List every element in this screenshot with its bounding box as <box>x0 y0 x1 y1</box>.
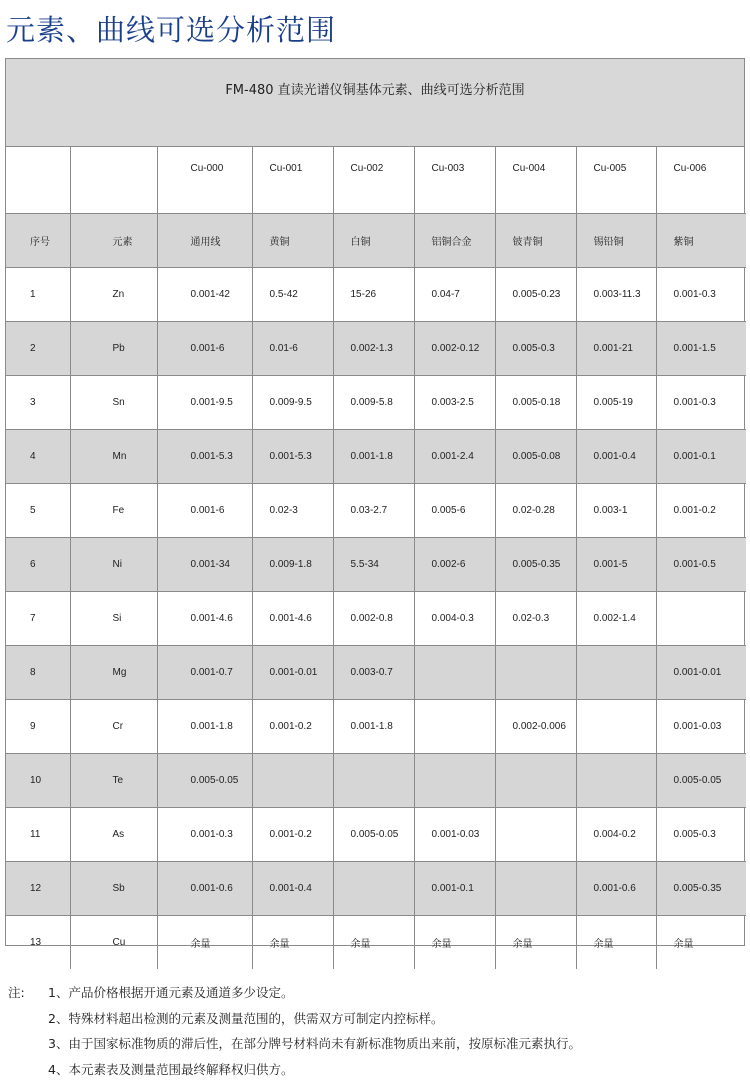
range-table-body <box>6 147 746 969</box>
range-cell: 0.001-34 <box>157 538 252 592</box>
range-cell: 0.001-0.4 <box>576 430 656 484</box>
range-cell: 0.009-1.8 <box>252 538 333 592</box>
range-cell <box>576 700 656 754</box>
element-cell: Mg <box>70 646 157 700</box>
note-item: 3、由于国家标准物质的滞后性，在部分牌号材料尚未有新标准物质出来前，按原标准元素执行。 <box>48 1031 581 1057</box>
table-banner: FM-480 直读光谱仪铜基体元素、曲线可选分析范围 <box>6 59 744 147</box>
element-cell: Cu <box>70 916 157 970</box>
range-cell: 0.001-0.01 <box>252 646 333 700</box>
range-cell: 0.001-0.5 <box>656 538 746 592</box>
range-cell: 0.005-0.3 <box>656 808 746 862</box>
range-cell: 0.002-0.12 <box>414 322 495 376</box>
range-cell <box>414 700 495 754</box>
range-cell: 0.005-0.23 <box>495 268 576 322</box>
table-row <box>6 808 746 862</box>
seq-cell: 11 <box>6 808 70 862</box>
range-cell: 0.001-0.03 <box>656 700 746 754</box>
range-cell: 0.04-7 <box>414 268 495 322</box>
alloy-cell: 通用线 <box>157 214 252 268</box>
range-cell: 0.002-1.3 <box>333 322 414 376</box>
range-cell: 0.001-0.7 <box>157 646 252 700</box>
range-cell: 余量 <box>252 916 333 970</box>
range-cell <box>414 754 495 808</box>
range-cell: 余量 <box>576 916 656 970</box>
range-cell: 余量 <box>495 916 576 970</box>
seq-cell: 6 <box>6 538 70 592</box>
note-item: 2、特殊材料超出检测的元素及测量范围的，供需双方可制定内控标样。 <box>48 1006 581 1032</box>
range-cell: 0.001-4.6 <box>252 592 333 646</box>
range-cell: 0.001-1.5 <box>656 322 746 376</box>
element-cell: Zn <box>70 268 157 322</box>
element-cell: Si <box>70 592 157 646</box>
range-cell: 0.002-6 <box>414 538 495 592</box>
range-table <box>6 147 746 969</box>
range-cell: 0.009-5.8 <box>333 376 414 430</box>
range-cell <box>656 592 746 646</box>
range-cell: 0.001-5.3 <box>157 430 252 484</box>
range-cell: 余量 <box>414 916 495 970</box>
element-header: 元素 <box>70 214 157 268</box>
seq-cell: 13 <box>6 916 70 970</box>
range-cell: 0.001-0.01 <box>656 646 746 700</box>
range-cell: 余量 <box>157 916 252 970</box>
seq-header: 序号 <box>6 214 70 268</box>
alloy-cell: 铍青铜 <box>495 214 576 268</box>
seq-cell: 10 <box>6 754 70 808</box>
code-cell: Cu-000 <box>157 147 252 214</box>
range-cell: 0.005-0.08 <box>495 430 576 484</box>
range-cell: 0.002-1.4 <box>576 592 656 646</box>
element-cell: Pb <box>70 322 157 376</box>
range-cell: 0.001-21 <box>576 322 656 376</box>
range-cell: 0.001-1.8 <box>333 700 414 754</box>
range-cell: 0.001-9.5 <box>157 376 252 430</box>
range-cell: 0.02-0.3 <box>495 592 576 646</box>
empty-header-cell <box>6 147 70 214</box>
note-item: 4、本元素表及测量范围最终解释权归供方。 <box>48 1057 581 1082</box>
table-row <box>6 376 746 430</box>
table-row <box>6 322 746 376</box>
seq-cell: 7 <box>6 592 70 646</box>
range-cell: 0.001-5.3 <box>252 430 333 484</box>
range-cell: 0.002-0.8 <box>333 592 414 646</box>
range-cell: 0.001-0.2 <box>656 484 746 538</box>
table-row <box>6 592 746 646</box>
code-cell: Cu-004 <box>495 147 576 214</box>
range-cell: 0.001-0.3 <box>656 268 746 322</box>
range-cell: 15-26 <box>333 268 414 322</box>
range-cell: 0.001-0.03 <box>414 808 495 862</box>
seq-cell: 4 <box>6 430 70 484</box>
code-cell: Cu-005 <box>576 147 656 214</box>
seq-cell: 2 <box>6 322 70 376</box>
range-cell <box>333 754 414 808</box>
range-cell: 0.001-0.4 <box>252 862 333 916</box>
range-cell <box>576 754 656 808</box>
range-cell: 0.005-6 <box>414 484 495 538</box>
alloy-cell: 紫铜 <box>656 214 746 268</box>
seq-cell: 1 <box>6 268 70 322</box>
range-cell: 0.005-0.05 <box>333 808 414 862</box>
table-row <box>6 268 746 322</box>
table-row <box>6 646 746 700</box>
range-cell: 0.001-0.3 <box>157 808 252 862</box>
range-cell: 0.001-5 <box>576 538 656 592</box>
range-cell: 5.5-34 <box>333 538 414 592</box>
range-cell: 0.001-0.3 <box>656 376 746 430</box>
range-cell: 0.005-0.35 <box>656 862 746 916</box>
notes <box>8 980 581 1082</box>
table-row <box>6 538 746 592</box>
alloy-header-row <box>6 214 746 268</box>
code-cell: Cu-003 <box>414 147 495 214</box>
range-cell: 0.001-0.1 <box>414 862 495 916</box>
element-cell: Te <box>70 754 157 808</box>
range-cell: 0.02-3 <box>252 484 333 538</box>
note-item: 1、产品价格根据开通元素及通道多少设定。 <box>48 980 581 1006</box>
code-header-row <box>6 147 746 214</box>
table-row <box>6 916 746 970</box>
range-cell: 0.001-1.8 <box>333 430 414 484</box>
range-table-frame <box>5 58 745 946</box>
range-cell <box>414 646 495 700</box>
range-cell: 0.02-0.28 <box>495 484 576 538</box>
range-cell: 0.001-0.1 <box>656 430 746 484</box>
range-cell: 0.005-0.18 <box>495 376 576 430</box>
range-cell: 0.001-4.6 <box>157 592 252 646</box>
range-cell: 0.005-0.3 <box>495 322 576 376</box>
notes-label: 注: <box>8 980 25 1006</box>
range-cell: 0.001-6 <box>157 322 252 376</box>
range-cell: 余量 <box>333 916 414 970</box>
alloy-cell: 铝铜合金 <box>414 214 495 268</box>
range-cell: 0.5-42 <box>252 268 333 322</box>
range-cell: 余量 <box>656 916 746 970</box>
range-cell: 0.001-2.4 <box>414 430 495 484</box>
table-row <box>6 700 746 754</box>
range-cell <box>333 862 414 916</box>
element-cell: Sn <box>70 376 157 430</box>
table-row <box>6 484 746 538</box>
range-cell <box>495 754 576 808</box>
range-cell <box>252 754 333 808</box>
code-cell: Cu-002 <box>333 147 414 214</box>
range-cell: 0.003-11.3 <box>576 268 656 322</box>
range-cell: 0.001-0.2 <box>252 808 333 862</box>
code-cell: Cu-001 <box>252 147 333 214</box>
alloy-cell: 白铜 <box>333 214 414 268</box>
empty-header-cell <box>70 147 157 214</box>
range-cell: 0.003-2.5 <box>414 376 495 430</box>
element-cell: As <box>70 808 157 862</box>
element-cell: Mn <box>70 430 157 484</box>
range-cell <box>495 808 576 862</box>
range-cell: 0.001-1.8 <box>157 700 252 754</box>
seq-cell: 3 <box>6 376 70 430</box>
table-row <box>6 862 746 916</box>
page-title: 元素、曲线可选分析范围 <box>6 8 336 49</box>
seq-cell: 5 <box>6 484 70 538</box>
seq-cell: 8 <box>6 646 70 700</box>
code-cell: Cu-006 <box>656 147 746 214</box>
range-cell: 0.005-0.05 <box>656 754 746 808</box>
range-cell: 0.001-6 <box>157 484 252 538</box>
range-cell <box>495 862 576 916</box>
range-cell: 0.003-1 <box>576 484 656 538</box>
range-cell: 0.001-0.2 <box>252 700 333 754</box>
seq-cell: 9 <box>6 700 70 754</box>
element-cell: Cr <box>70 700 157 754</box>
range-cell: 0.005-19 <box>576 376 656 430</box>
range-cell: 0.005-0.35 <box>495 538 576 592</box>
seq-cell: 12 <box>6 862 70 916</box>
range-cell: 0.003-0.7 <box>333 646 414 700</box>
table-row <box>6 430 746 484</box>
range-cell: 0.03-2.7 <box>333 484 414 538</box>
range-cell: 0.004-0.3 <box>414 592 495 646</box>
range-cell: 0.001-0.6 <box>157 862 252 916</box>
element-cell: Fe <box>70 484 157 538</box>
range-cell: 0.001-42 <box>157 268 252 322</box>
range-cell <box>495 646 576 700</box>
element-cell: Ni <box>70 538 157 592</box>
range-cell: 0.002-0.006 <box>495 700 576 754</box>
element-cell: Sb <box>70 862 157 916</box>
range-cell: 0.009-9.5 <box>252 376 333 430</box>
range-cell: 0.005-0.05 <box>157 754 252 808</box>
alloy-cell: 锡铅铜 <box>576 214 656 268</box>
range-cell <box>576 646 656 700</box>
range-cell: 0.001-0.6 <box>576 862 656 916</box>
table-row <box>6 754 746 808</box>
alloy-cell: 黄铜 <box>252 214 333 268</box>
range-cell: 0.004-0.2 <box>576 808 656 862</box>
range-cell: 0.01-6 <box>252 322 333 376</box>
